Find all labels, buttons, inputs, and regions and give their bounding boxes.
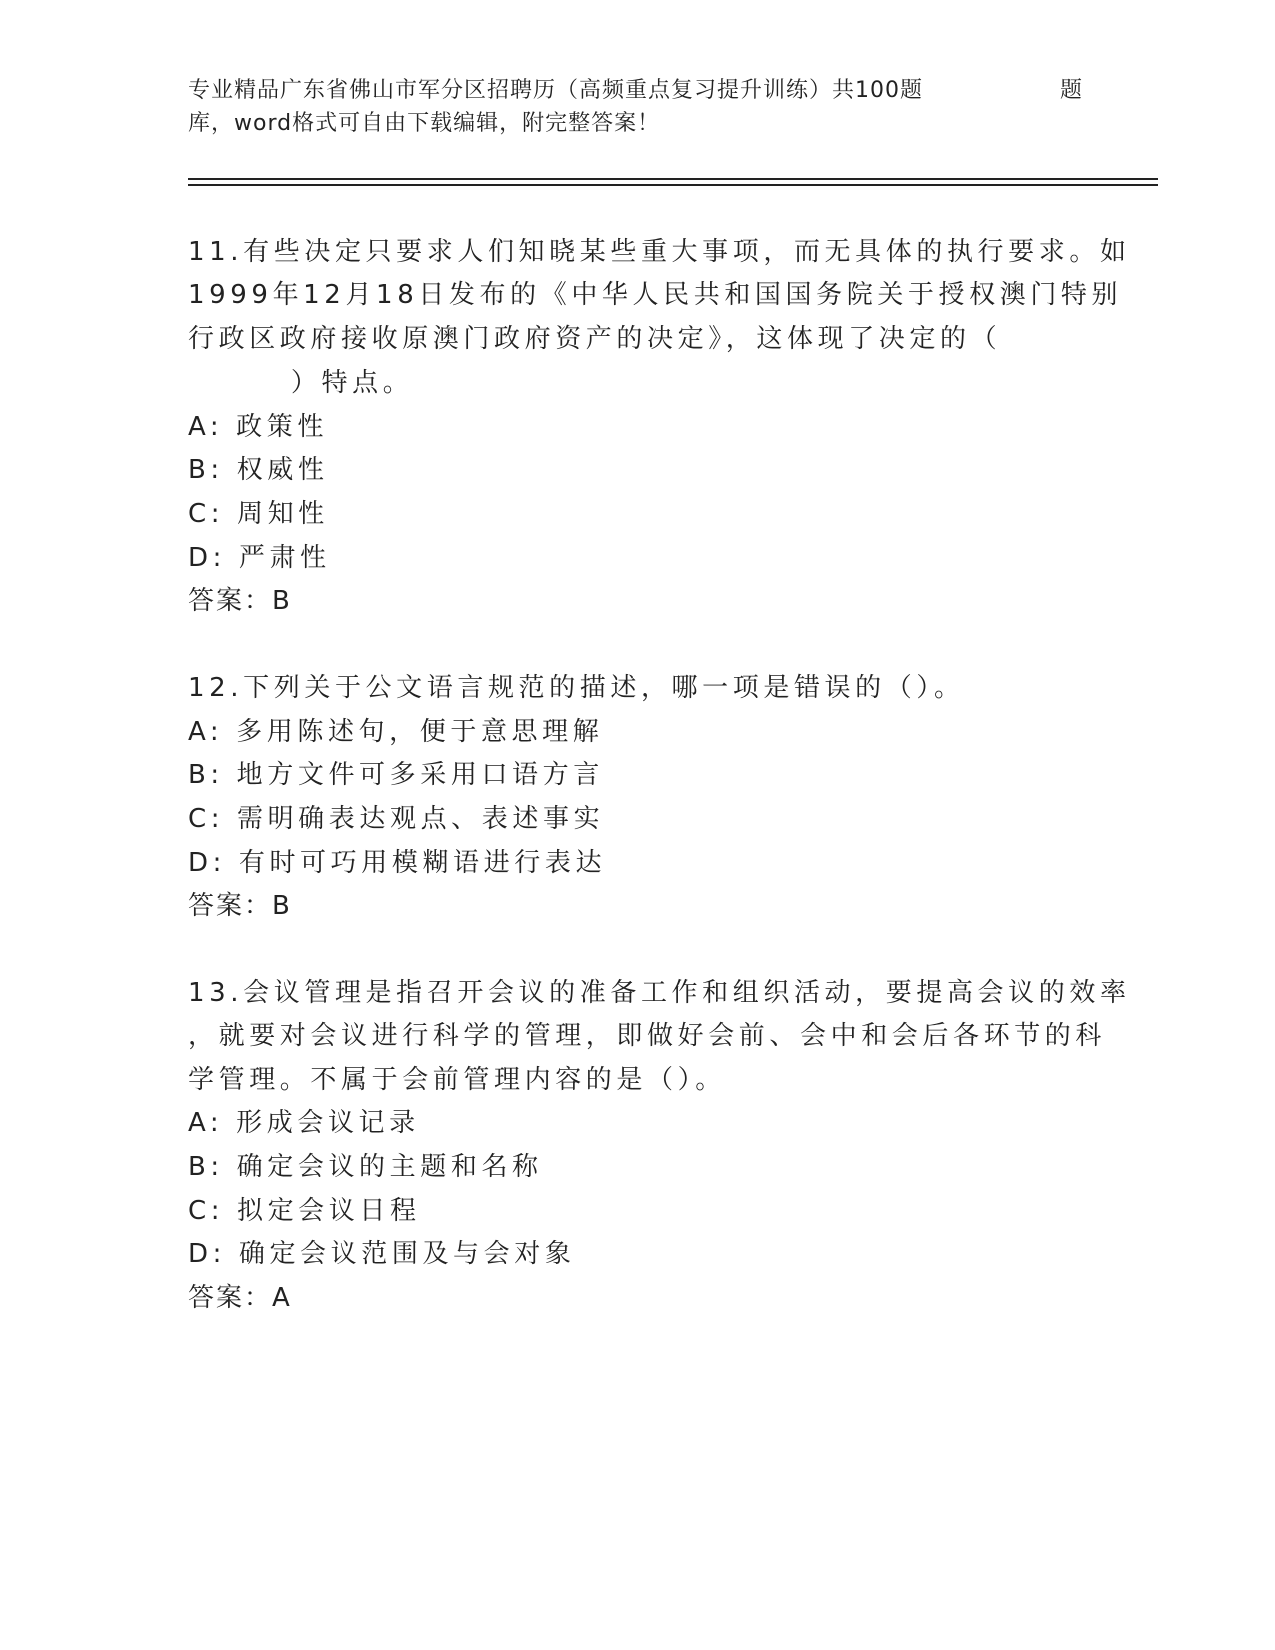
document-header: [188, 74, 1088, 140]
question-13-text-line: 学管理。不属于会前管理内容的是（）。: [188, 1065, 726, 1095]
header-line-1: [188, 74, 1088, 107]
question-13-option-d: D: 确定会议范围及与会对象: [188, 1239, 576, 1269]
question-13-option-a: A: 形成会议记录: [188, 1108, 420, 1138]
question-11-answer: 答案：B: [188, 586, 292, 616]
header-title-line-1: 专业精品广东省佛山市军分区招聘历（高频重点复习提升训练）共100题: [188, 78, 923, 103]
question-13-answer: 答案：A: [188, 1283, 292, 1313]
question-13-option-b: B: 确定会议的主题和名称: [188, 1152, 543, 1182]
question-12-option-d: D: 有时可巧用模糊语进行表达: [188, 848, 607, 878]
question-11-text-line: 行政区政府接收原澳门政府资产的决定》，这体现了决定的（: [188, 324, 1002, 354]
question-13-text-line: 13.会议管理是指召开会议的准备工作和组织活动，要提高会议的效率: [188, 978, 1131, 1008]
question-12-answer: 答案：B: [188, 891, 292, 921]
question-13-text-line: ，就要对会议进行科学的管理，即做好会前、会中和会后各环节的科: [188, 1021, 1107, 1051]
question-11-text-line: 11.有些决定只要求人们知晓某些重大事项，而无具体的执行要求。如: [188, 237, 1131, 267]
header-divider-bottom: [188, 184, 1158, 186]
question-11-text-line: 1999年12月18日发布的《中华人民共和国国务院关于授权澳门特别: [188, 280, 1123, 310]
question-11-text-line: ）特点。: [188, 368, 414, 398]
question-13-option-c: C: 拟定会议日程: [188, 1196, 421, 1226]
question-12-option-c: C: 需明确表达观点、表述事实: [188, 804, 605, 834]
header-line-2: 库，word格式可自由下载编辑，附完整答案！: [188, 111, 661, 136]
question-11-option-b: B: 权威性: [188, 455, 329, 485]
header-divider-top: [188, 178, 1158, 180]
header-title-trailing: 题: [1060, 78, 1084, 103]
question-12-text-line: 12.下列关于公文语言规范的描述，哪一项是错误的（）。: [188, 673, 965, 703]
question-11-option-d: D: 严肃性: [188, 543, 331, 573]
question-12-option-b: B: 地方文件可多采用口语方言: [188, 760, 604, 790]
question-12-option-a: A: 多用陈述句，便于意思理解: [188, 717, 604, 747]
question-11-option-c: C: 周知性: [188, 499, 329, 529]
question-11-option-a: A: 政策性: [188, 412, 328, 442]
